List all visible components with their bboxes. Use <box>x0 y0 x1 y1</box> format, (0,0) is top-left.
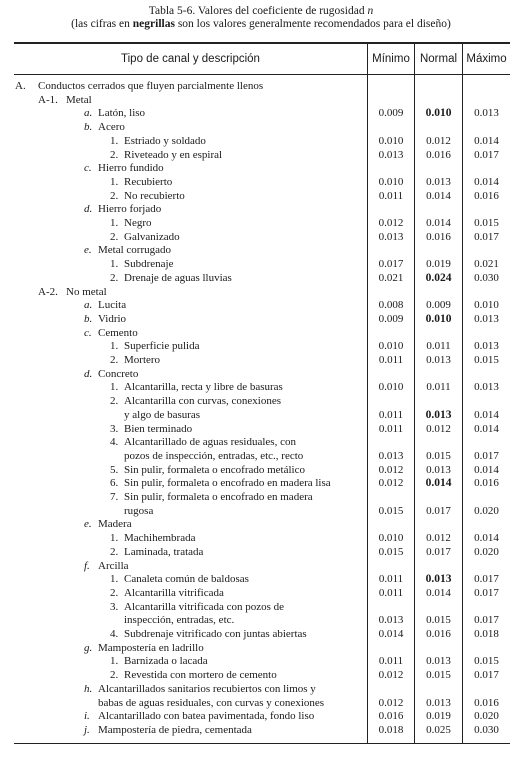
row-description: Mampostería de piedra, cementada <box>98 723 252 736</box>
value-min: 0.018 <box>378 723 404 736</box>
row-label: d. <box>84 367 93 380</box>
row-description: Concreto <box>98 367 139 380</box>
value-max: 0.021 <box>474 258 499 271</box>
value-min: 0.011 <box>378 408 404 421</box>
row-label: 5. <box>110 463 119 476</box>
row-label: a. <box>84 107 93 120</box>
row-description: Drenaje de aguas lluvias <box>124 271 232 284</box>
value-max: 0.014 <box>474 422 499 435</box>
row-label: f. <box>84 559 90 572</box>
value-min: 0.011 <box>378 189 404 202</box>
table-title <box>0 4 522 18</box>
value-normal: 0.013 <box>425 408 452 421</box>
row-label: a. <box>84 299 93 312</box>
value-max: 0.015 <box>474 217 499 229</box>
row-label: 2. <box>110 395 119 408</box>
row-description: Barnizada o lacada <box>124 655 208 668</box>
value-max: 0.015 <box>474 655 499 668</box>
row-description: Revestida con mortero de cemento <box>124 669 277 682</box>
row-label: i. <box>84 710 90 723</box>
row-description: No metal <box>66 285 107 298</box>
value-min: 0.013 <box>378 230 404 243</box>
value-max: 0.017 <box>474 586 499 599</box>
value-normal: 0.010 <box>425 107 452 120</box>
value-normal: 0.011 <box>426 340 451 353</box>
value-min: 0.011 <box>378 586 404 599</box>
row-description: Alcantarillado de aguas residuales, con <box>124 436 296 449</box>
row-label: b. <box>84 312 93 325</box>
row-description: Negro <box>124 217 152 229</box>
value-normal: 0.024 <box>425 271 452 284</box>
row-label: A-1. <box>38 93 58 106</box>
value-max: 0.014 <box>474 175 499 188</box>
row-label: 1. <box>110 340 119 353</box>
row-description: inspección, entradas, etc. <box>124 614 235 627</box>
row-label: 2. <box>110 669 119 682</box>
value-normal: 0.016 <box>426 148 451 161</box>
value-normal: 0.015 <box>426 669 451 682</box>
value-max: 0.017 <box>474 449 499 462</box>
row-label: 2. <box>110 230 119 243</box>
row-description: babas de aguas residuales, con curvas y conexiones <box>98 696 325 709</box>
value-min: 0.010 <box>378 532 404 545</box>
value-max: 0.015 <box>474 354 499 366</box>
value-normal: 0.013 <box>426 655 451 668</box>
table-subtitle <box>0 17 522 31</box>
header-maximum: Máximo <box>466 53 507 65</box>
row-label: A. <box>15 80 26 92</box>
value-max: 0.017 <box>474 669 499 682</box>
row-description: Sin pulir, formaleta o encofrado en madera <box>124 491 313 503</box>
row-description: Mampostería en ladrillo <box>98 641 204 654</box>
value-min: 0.016 <box>378 710 404 723</box>
row-description: Estriado y soldado <box>124 134 206 147</box>
row-label: b. <box>84 121 93 134</box>
value-max: 0.017 <box>474 230 499 243</box>
row-label: 4. <box>110 436 119 449</box>
row-label: 2. <box>110 354 119 366</box>
row-label: 1. <box>110 258 119 271</box>
row-label: c. <box>84 326 92 339</box>
value-normal: 0.013 <box>426 354 451 366</box>
row-description: Cemento <box>98 326 138 339</box>
row-description: Lucita <box>98 299 127 312</box>
row-description: Arcilla <box>98 559 129 572</box>
row-label: 1. <box>110 655 119 668</box>
value-normal: 0.011 <box>426 381 451 394</box>
value-min: 0.014 <box>378 628 404 640</box>
table-title-text: Tabla 5-6. Valores del coeficiente de rugosidad <box>148 5 368 17</box>
value-min: 0.010 <box>378 340 404 353</box>
value-normal: 0.010 <box>425 312 452 325</box>
top-double-rule <box>14 42 510 44</box>
value-min: 0.013 <box>378 614 404 627</box>
header-minimum: Mínimo <box>372 53 410 65</box>
row-label: 2. <box>110 189 119 202</box>
row-description: Acero <box>98 121 125 134</box>
header-rule <box>14 74 510 75</box>
row-label: 1. <box>110 175 119 188</box>
value-max: 0.014 <box>474 134 499 147</box>
row-description: Alcantarillado con batea pavimentada, fondo liso <box>98 710 315 723</box>
subtitle-part-2: son los valores generalmente recomendados para el diseño) <box>174 18 451 30</box>
row-label: g. <box>84 641 93 654</box>
row-label: 2. <box>110 148 119 161</box>
value-normal: 0.016 <box>426 230 451 243</box>
bottom-rule <box>14 743 510 744</box>
row-label: 6. <box>110 477 119 490</box>
row-description: Subdrenaje <box>124 258 174 271</box>
value-max: 0.013 <box>474 340 499 353</box>
value-min: 0.012 <box>378 477 404 490</box>
value-normal: 0.009 <box>426 299 451 312</box>
value-normal: 0.012 <box>426 422 451 435</box>
value-max: 0.020 <box>474 545 499 558</box>
row-description: Alcantarilla, recta y libre de basuras <box>124 381 283 394</box>
value-max: 0.017 <box>474 148 499 161</box>
row-description: y algo de basuras <box>124 408 201 421</box>
row-label: j. <box>84 723 90 736</box>
row-description: Sin pulir, formaleta o encofrado metálico <box>124 463 305 476</box>
row-label: 3. <box>110 422 119 435</box>
value-normal: 0.017 <box>426 545 451 558</box>
row-description: rugosa <box>124 504 154 517</box>
row-description: Bien terminado <box>124 422 193 435</box>
value-min: 0.021 <box>378 271 404 284</box>
value-min: 0.009 <box>378 312 404 325</box>
value-normal: 0.014 <box>425 477 452 490</box>
row-description: Mortero <box>124 354 161 366</box>
row-label: h. <box>84 682 93 695</box>
value-max: 0.016 <box>474 477 499 490</box>
value-normal: 0.014 <box>426 189 451 202</box>
row-label: 2. <box>110 545 119 558</box>
value-max: 0.016 <box>474 696 499 709</box>
row-description: No recubierto <box>124 189 185 202</box>
row-label: 1. <box>110 532 119 545</box>
row-description: Recubierto <box>124 175 173 188</box>
table-title-variable: n <box>367 5 374 17</box>
row-label: 1. <box>110 134 119 147</box>
row-description: Hierro fundido <box>98 162 164 175</box>
value-max: 0.018 <box>474 628 499 640</box>
value-min: 0.015 <box>378 504 404 517</box>
value-max: 0.013 <box>474 381 499 394</box>
row-label: d. <box>84 203 93 216</box>
value-normal: 0.013 <box>426 175 451 188</box>
row-description: Alcantarilla vitrificada con pozos de <box>124 600 285 613</box>
header-description: Tipo de canal y descripción <box>121 53 260 65</box>
value-min: 0.013 <box>378 148 404 161</box>
row-description: Conductos cerrados que fluyen parcialmente llenos <box>38 80 264 92</box>
value-normal: 0.013 <box>426 696 451 709</box>
row-label: e. <box>84 518 92 531</box>
value-max: 0.017 <box>474 573 499 586</box>
value-normal: 0.012 <box>426 134 451 147</box>
value-min: 0.008 <box>378 299 404 312</box>
row-label: 2. <box>110 586 119 599</box>
value-normal: 0.015 <box>426 449 451 462</box>
value-max: 0.013 <box>474 107 499 120</box>
value-min: 0.012 <box>378 463 404 476</box>
value-min: 0.011 <box>378 573 404 586</box>
row-description: Sin pulir, formaleta o encofrado en madera lisa <box>124 477 331 490</box>
row-description: pozos de inspección, entradas, etc., recto <box>124 449 304 462</box>
value-max: 0.014 <box>474 408 499 421</box>
row-label: A-2. <box>38 285 58 298</box>
row-label: 1. <box>110 217 119 229</box>
row-description: Metal <box>66 93 92 106</box>
row-description: Madera <box>98 518 132 531</box>
row-label: 3. <box>110 600 119 613</box>
value-normal: 0.019 <box>426 258 451 271</box>
value-min: 0.013 <box>378 449 404 462</box>
value-max: 0.016 <box>474 189 499 202</box>
row-description: Canaleta común de baldosas <box>124 573 249 586</box>
value-max: 0.014 <box>474 463 499 476</box>
value-normal: 0.019 <box>426 710 451 723</box>
value-min: 0.015 <box>378 545 404 558</box>
value-normal: 0.016 <box>426 628 451 640</box>
row-label: c. <box>84 162 92 175</box>
value-max: 0.013 <box>474 312 499 325</box>
value-max: 0.030 <box>474 723 499 736</box>
value-normal: 0.017 <box>426 504 451 517</box>
row-description: Machihembrada <box>124 532 196 545</box>
value-max: 0.030 <box>474 271 499 284</box>
value-normal: 0.025 <box>426 723 451 736</box>
row-label: 1. <box>110 573 119 586</box>
row-label: 2. <box>110 271 119 284</box>
row-label: 1. <box>110 381 119 394</box>
value-normal: 0.014 <box>426 586 451 599</box>
row-description: Hierro forjado <box>98 203 162 216</box>
row-description: Superficie pulida <box>124 340 200 353</box>
row-description: Subdrenaje vitrificado con juntas abiertas <box>124 628 307 640</box>
value-min: 0.017 <box>378 258 404 271</box>
subtitle-part-1: (las cifras en <box>71 18 133 30</box>
value-max: 0.020 <box>474 504 499 517</box>
subtitle-bold-word: negrillas <box>132 18 175 30</box>
value-max: 0.010 <box>474 299 499 312</box>
row-label: 4. <box>110 628 119 640</box>
value-min: 0.009 <box>378 107 404 120</box>
row-description: Laminada, tratada <box>124 545 204 558</box>
row-description: Vidrio <box>98 312 127 325</box>
value-max: 0.014 <box>474 532 499 545</box>
value-min: 0.010 <box>378 134 404 147</box>
row-description: Latón, liso <box>98 107 146 120</box>
value-normal: 0.013 <box>425 573 452 586</box>
row-description: Galvanizado <box>124 230 180 243</box>
row-label: 7. <box>110 491 119 503</box>
value-min: 0.012 <box>378 217 404 229</box>
value-min: 0.010 <box>378 381 404 394</box>
value-normal: 0.015 <box>426 614 451 627</box>
header-normal: Normal <box>419 53 458 65</box>
value-min: 0.011 <box>378 354 404 366</box>
value-normal: 0.013 <box>426 463 451 476</box>
value-min: 0.012 <box>378 669 404 682</box>
value-min: 0.012 <box>378 696 404 709</box>
row-description: Alcantarillados sanitarios recubiertos con limos y <box>98 682 316 695</box>
value-max: 0.020 <box>474 710 499 723</box>
value-normal: 0.012 <box>426 532 451 545</box>
row-description: Alcantarilla con curvas, conexiones <box>124 395 281 408</box>
value-normal: 0.014 <box>426 217 451 229</box>
value-min: 0.011 <box>378 422 404 435</box>
row-description: Metal corrugado <box>98 244 171 257</box>
value-min: 0.010 <box>378 175 404 188</box>
row-label: e. <box>84 244 92 257</box>
row-description: Alcantarilla vitrificada <box>124 586 224 599</box>
value-min: 0.011 <box>378 655 404 668</box>
row-description: Riveteado y en espiral <box>124 148 223 161</box>
value-max: 0.017 <box>474 614 499 627</box>
